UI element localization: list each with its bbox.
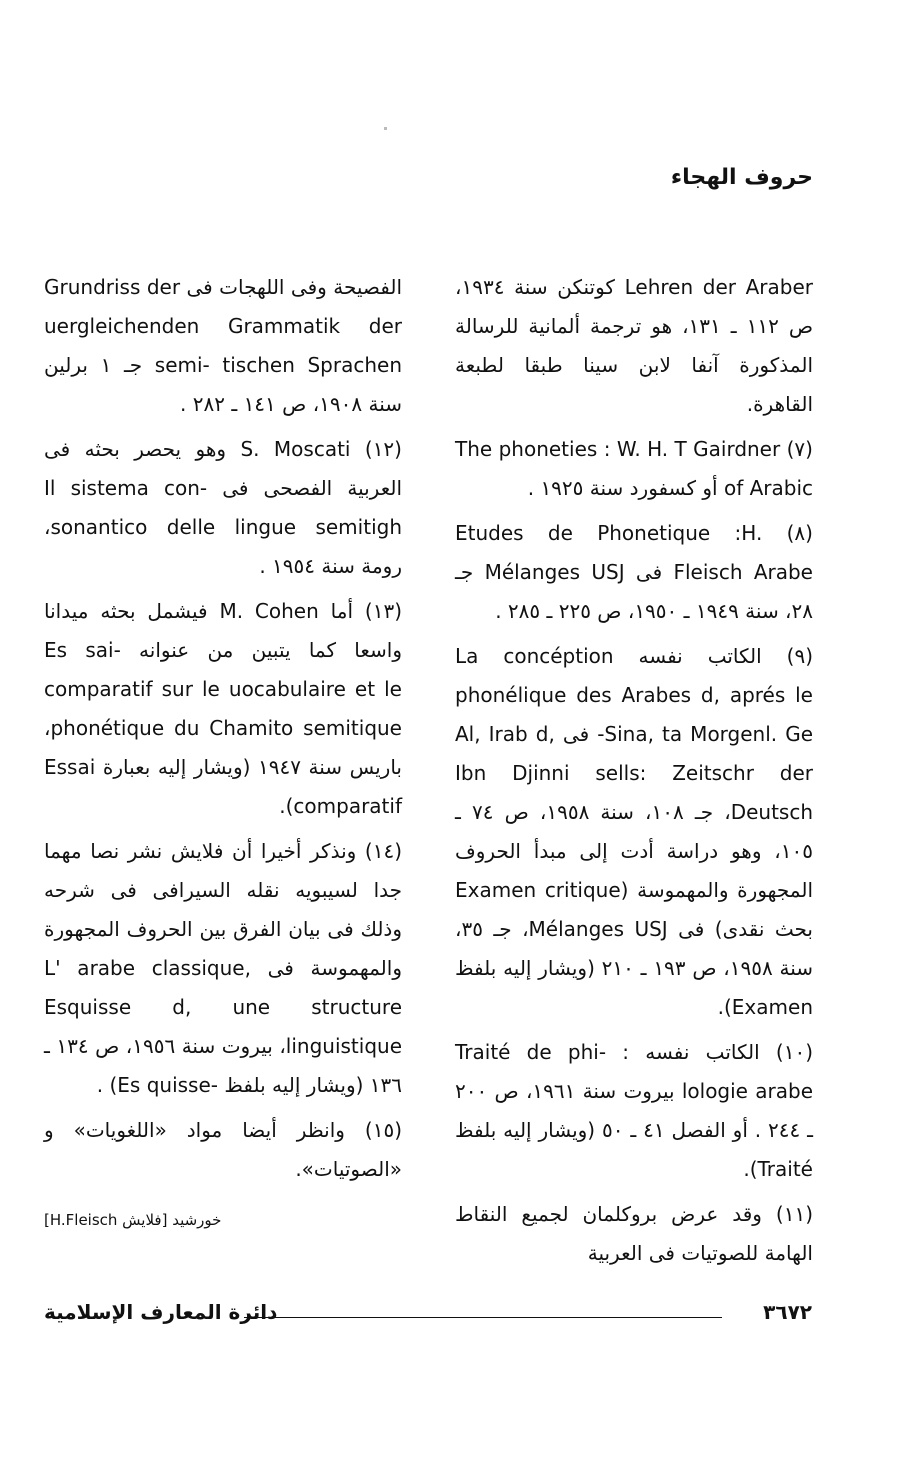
left-column bbox=[44, 268, 402, 1240]
running-head: حروف الهجاء bbox=[670, 165, 813, 190]
page-number: ٣٦٧٢ bbox=[763, 1300, 812, 1324]
page-footer bbox=[44, 1300, 812, 1330]
footnote-6-continued: Lehren der Araber كوتنكن سنة ١٩٣٤، ص ١١٢ ـ ١٣١، هو ترجمة ألمانية للرسالة المذكورة آنفا لابن سينا طبقا لطبعة القاهرة. bbox=[455, 275, 814, 416]
footer-title: دائرة المعارف الإسلامية bbox=[44, 1300, 278, 1324]
footnote-7: (٧) The phoneties : W. H. T Gairdner of Arabic أو كسفورد سنة ١٩٢٥ . bbox=[455, 437, 813, 500]
footnote-12: (١٢) S. Moscati وهو يحصر بحثه فى العربية الفصحى فى -Il sistema con sonantico delle lingue semitigh، رومة سنة ١٩٥٤ . bbox=[44, 437, 403, 578]
footer-rule bbox=[244, 1317, 722, 1318]
footnote-9: (٩) الكاتب نفسه La concéption phonélique des Arabes d, aprés le Sina, ta Morgenl. Ge- فى Al, Irab d, Ibn Djinni sells: Zeitschr der Deutsch، جـ ١٠٨، سنة ١٩٥٨، ص ٧٤ ـ ١٠٥، وهو دراسة أدت إلى مبدأ الحروف المجهورة والمهموسة (Examen critique بحث نقدى) فى Mélanges USJ، جـ ٣٥، سنة ١٩٥٨، ص ١٩٣ ـ ٢١٠ (ويشار إليه بلفظ Examen). bbox=[455, 644, 814, 1019]
author-signature: خورشيد [فلايش H.Fleisch] bbox=[44, 1211, 222, 1229]
footnote-11-continued: الفصيحة وفى اللهجات فى Grundriss der uergleichenden Grammatik der semi- tischen Sprachen جـ ١ برلين سنة ١٩٠٨، ص ١٤١ ـ ٢٨٢ . bbox=[44, 275, 403, 416]
footnote-14: (١٤) ونذكر أخيرا أن فلايش نشر نصا مهما جدا لسيبويه نقله السيرافى فى شرحه وذلك فى بيان الفرق بين الحروف المجهورة والمهموسة فى L' arabe classique, Esquisse d, une structure linguistique، بيروت سنة ١٩٥٦، ص ١٣٤ ـ ١٣٦ (ويشار إليه بلفظ -Es quisse) . bbox=[44, 839, 403, 1097]
footnote-11: (١١) وقد عرض بروكلمان لجميع النقاط الهامة للصوتيات فى العربية bbox=[455, 1202, 813, 1265]
footnote-8: (٨) Etudes de Phonetique :H. Fleisch Arabe فى Mélanges USJ جـ ٢٨، سنة ١٩٤٩ ـ ١٩٥٠، ص ٢٢٥ ـ ٢٨٥ . bbox=[455, 521, 813, 623]
footnote-15: (١٥) وانظر أيضا مواد «اللغويات» و «الصوتيات». bbox=[44, 1118, 402, 1181]
right-column bbox=[455, 268, 813, 1279]
scan-speck bbox=[384, 127, 387, 130]
footnote-10: (١٠) الكاتب نفسه : -Traité de phi lologie arabe بيروت سنة ١٩٦١، ص ٢٠٠ ـ ٢٤٤ . أو الفصل ٤١ ـ ٥٠ (ويشار إليه بلفظ Traité). bbox=[455, 1040, 814, 1181]
footnote-13: (١٣) أما M. Cohen فيشمل بحثه ميدانا واسعا كما يتبين من عنوانه -Es sai comparatif sur le uocabulaire et le phonétique du Chamito semitique، باريس سنة ١٩٤٧ (ويشار إليه بعبارة Essai comparatif). bbox=[44, 599, 402, 818]
